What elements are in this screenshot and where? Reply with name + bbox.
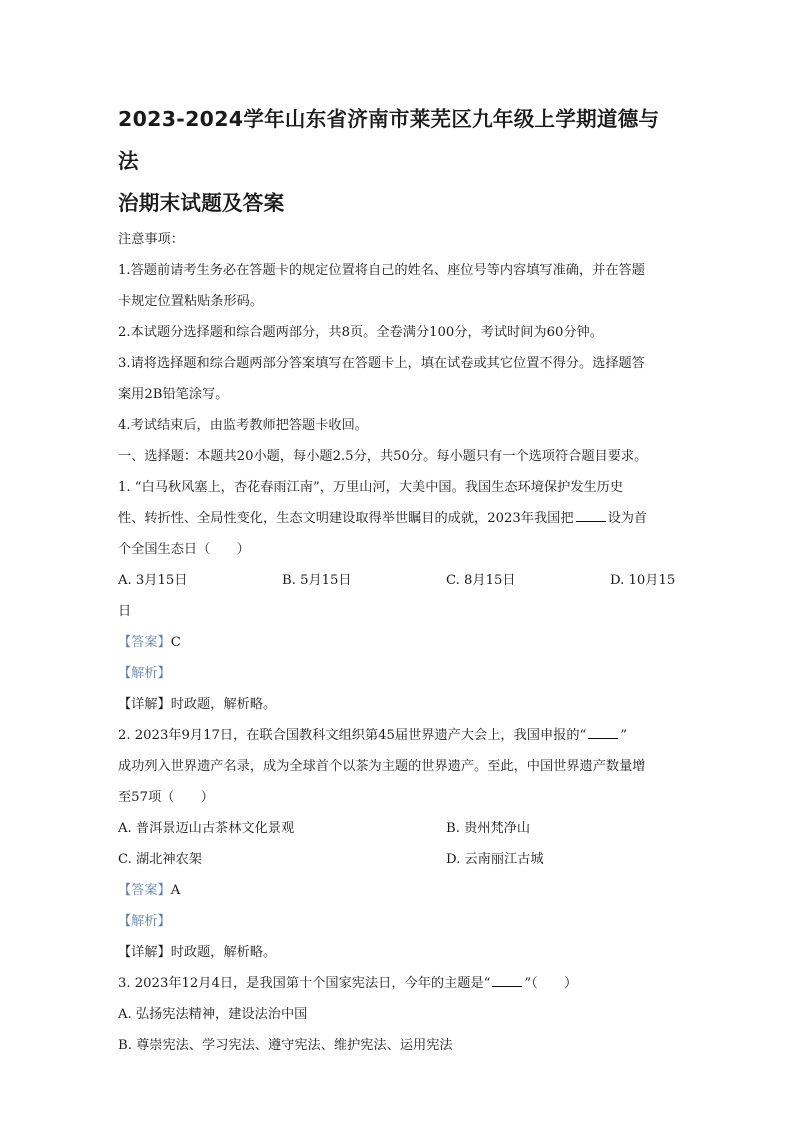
answer-value: C <box>170 635 181 650</box>
note-item-1-line-2: 卡规定位置粘贴条形码。 <box>118 294 264 309</box>
option-b: B. 贵州梵净山 <box>446 821 531 836</box>
option-d: D. 10月15 <box>610 573 676 588</box>
answer-line <box>118 627 678 658</box>
question-2-text-after-blank: ” <box>620 728 628 743</box>
question-1-options <box>118 565 678 596</box>
option-b: B. 尊崇宪法、学习宪法、遵守宪法、维护宪法、运用宪法 <box>118 1038 453 1053</box>
question-2 <box>118 720 678 968</box>
question-1-line-3: 个全国生态日（ ） <box>118 542 250 557</box>
question-3 <box>118 968 678 1061</box>
document-title <box>118 98 678 224</box>
question-3-text-after-blank: ”（ ） <box>524 976 578 991</box>
notes-heading: 注意事项： <box>118 232 184 247</box>
option-c: C. 湖北神农架 <box>118 852 202 867</box>
note-item-3-line-1: 3.请将选择题和综合题两部分答案填写在答题卡上，填在试卷或其它位置不得分。选择题答 <box>118 356 645 371</box>
option-a: A. 弘扬宪法精神，建设法治中国 <box>118 1007 308 1022</box>
question-2-line-3: 至57项（ ） <box>118 790 214 805</box>
notes-section <box>118 224 678 441</box>
question-2-line-1 <box>118 720 678 751</box>
question-2-line-2: 成功列入世界遗产名录，成为全球首个以茶为主题的世界遗产。至此，中国世界遗产数量增 <box>118 759 646 774</box>
detail-text: 时政题，解析略。 <box>170 945 277 960</box>
question-1-text-after-blank: 设为首 <box>607 511 648 526</box>
answer-line <box>118 875 678 906</box>
analysis-label: 【解析】 <box>118 914 171 929</box>
answer-label: 【答案】 <box>118 883 171 898</box>
answer-value: A <box>170 883 181 898</box>
note-item-3-line-2: 案用2B铅笔涂写。 <box>118 387 229 402</box>
question-1 <box>118 472 678 720</box>
option-b: B. 5月15日 <box>282 573 352 588</box>
option-a: A. 普洱景迈山古茶林文化景观 <box>118 821 295 836</box>
note-item-2: 2.本试题分选择题和综合题两部分，共8页。全卷满分100分，考试时间为60分钟。 <box>118 325 603 340</box>
analysis-label: 【解析】 <box>118 666 171 681</box>
detail-line <box>118 937 678 968</box>
option-a: A. 3月15日 <box>118 573 188 588</box>
detail-label: 【详解】 <box>118 697 171 712</box>
detail-text: 时政题，解析略。 <box>170 697 277 712</box>
fill-blank <box>576 509 606 522</box>
title-line-2: 治期末试题及答案 <box>118 191 285 215</box>
section-heading: 一、选择题：本题共20小题，每小题2.5分，共50分。每小题只有一个选项符合题目要求。 <box>118 449 648 464</box>
question-1-line-2 <box>118 503 678 534</box>
answer-label: 【答案】 <box>118 635 171 650</box>
question-2-options-row-2 <box>118 844 678 875</box>
detail-line <box>118 689 678 720</box>
document-page <box>118 98 678 1061</box>
question-2-text-before-blank: 2. 2023年9月17日，在联合国教科文组织第45届世界遗产大会上，我国申报的“ <box>118 728 587 743</box>
option-d-overflow: 日 <box>118 604 132 619</box>
note-item-1-line-1: 1.答题前请考生务必在答题卡的规定位置将自己的姓名、座位号等内容填写准确，并在答题 <box>118 263 645 278</box>
question-2-options-row-1 <box>118 813 678 844</box>
option-d: D. 云南丽江古城 <box>446 852 544 867</box>
detail-label: 【详解】 <box>118 945 171 960</box>
option-c: C. 8月15日 <box>446 573 516 588</box>
question-1-text-before-blank: 性、转折性、全局性变化，生态文明建设取得举世瞩目的成就，2023年我国把 <box>118 511 574 526</box>
fill-blank <box>588 726 618 739</box>
question-1-line-1: 1. “白马秋风塞上，杏花春雨江南”，万里山河，大美中国。我国生态环境保护发生历史 <box>118 480 624 495</box>
title-line-1: 2023-2024学年山东省济南市莱芜区九年级上学期道德与法 <box>118 107 660 173</box>
question-3-text-before-blank: 3. 2023年12月4日，是我国第十个国家宪法日，今年的主题是“ <box>118 976 491 991</box>
note-item-4: 4.考试结束后，由监考教师把答题卡收回。 <box>118 418 368 433</box>
question-3-line-1 <box>118 968 678 999</box>
fill-blank <box>492 974 522 987</box>
